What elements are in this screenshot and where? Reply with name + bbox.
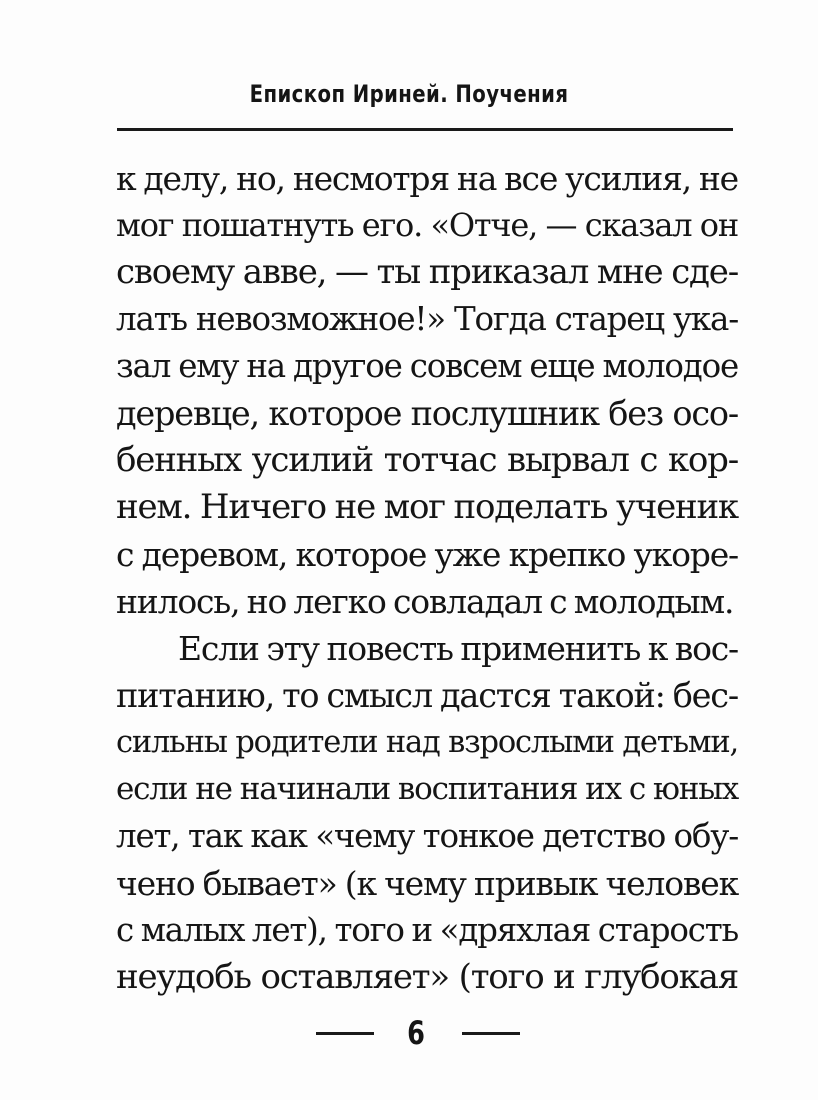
header-rule <box>117 128 733 131</box>
text-line: с малых лет), того и «дряхлая старость <box>116 911 738 949</box>
text-line: к делу, но, несмотря на все усилия, не <box>116 159 738 198</box>
text-line: своему авве, — ты приказал мне сде- <box>116 252 738 292</box>
text-line: если не начинали воспитания их с юных <box>116 771 738 807</box>
folio-dash-right <box>462 1032 520 1035</box>
text-line: питанию, то смысл дастся такой: бес- <box>116 676 738 715</box>
text-line: деревце, которое послушник без осо- <box>116 394 738 433</box>
text-line: мог пошатнуть его. «Отче, — сказал он <box>116 206 738 244</box>
text-line: с деревом, которое уже крепко укоре- <box>116 535 738 574</box>
text-line: неудобь оставляет» (того и глубокая <box>116 957 738 997</box>
text-line: зал ему на другое совсем еще молодое <box>116 347 738 385</box>
text-line: лет, так как «чему тонкое детство обу- <box>116 817 738 855</box>
body-text <box>116 155 738 1001</box>
page-number: 6 <box>407 1014 425 1052</box>
paragraph-start-line: Если эту повесть применить к вос- <box>178 629 738 668</box>
text-line: сильны родители над взрослыми детьми, <box>116 725 738 760</box>
text-line: бенных усилий тотчас вырвал с кор- <box>116 440 738 480</box>
folio-dash-left <box>316 1032 374 1035</box>
paragraph-end-line: нилось, но легко совладал с молодым. <box>116 582 734 621</box>
running-head: Епископ Ириней. Поучения <box>249 80 569 108</box>
text-line: лать невозможное!» Тогда старец ука- <box>116 300 738 338</box>
text-line: нем. Ничего не мог поделать ученик <box>116 487 738 527</box>
text-line: чено бывает» (к чему привык человек <box>116 864 738 903</box>
page-footer <box>0 1010 818 1060</box>
